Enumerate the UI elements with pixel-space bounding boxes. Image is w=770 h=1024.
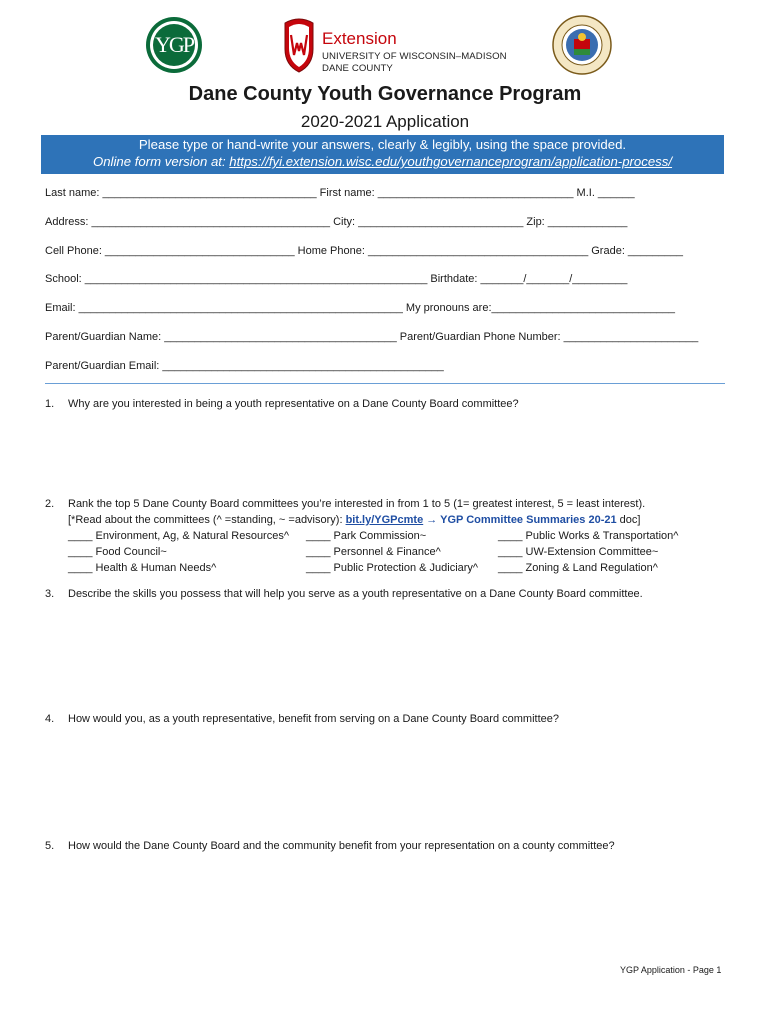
committee-summaries-doc: YGP Committee Summaries 20-21	[440, 514, 617, 526]
extension-county: DANE COUNTY	[322, 63, 393, 74]
address-fields-line[interactable]: Address: _______________________________________ City: ___________________________ Zip: _____________	[45, 216, 628, 228]
extension-wordmark: Extension	[322, 29, 397, 48]
q3-number: 3.	[45, 588, 55, 600]
committee-food-council[interactable]: ____ Food Council~	[68, 546, 167, 558]
instructions-banner	[41, 135, 724, 174]
extension-subtitle	[322, 51, 507, 75]
dane-county-seal-icon	[552, 15, 612, 75]
extension-university: UNIVERSITY OF WISCONSIN–MADISON	[322, 51, 507, 62]
banner-online-prefix: Online form version at:	[92, 154, 230, 169]
q4-number: 4.	[45, 713, 55, 725]
page-footer: YGP Application - Page 1	[620, 965, 722, 975]
q2-number: 2.	[45, 498, 55, 510]
arrow-icon: →	[423, 514, 441, 526]
q1-text: Why are you interested in being a youth representative on a Dane County Board committee?	[68, 398, 519, 410]
online-form-link[interactable]: https://fyi.extension.wisc.edu/youthgovernanceprogram/application-process/	[229, 154, 673, 169]
q1-number: 1.	[45, 398, 55, 410]
q5-number: 5.	[45, 840, 55, 852]
q2-text: Rank the top 5 Dane County Board committees you’re interested in from 1 to 5 (1= greatest interest, 5 = least interest).	[68, 498, 646, 510]
q5-text: How would the Dane County Board and the community benefit from your representation on a county committee?	[68, 840, 615, 852]
banner-instructions: Please type or hand-write your answers, clearly & legibly, using the space provided.	[138, 137, 627, 152]
page-subtitle: 2020-2021 Application	[300, 112, 470, 131]
committee-zoning[interactable]: ____ Zoning & Land Regulation^	[498, 562, 658, 574]
title-rest: County Youth Governance Program	[237, 83, 582, 105]
committee-public-protection[interactable]: ____ Public Protection & Judiciary^	[306, 562, 479, 574]
q2-note-prefix: [*Read about the committees (^ =standing, ~ =advisory):	[68, 514, 346, 526]
committees-link[interactable]: bit.ly/YGPcmte	[345, 514, 424, 526]
name-fields-line[interactable]: Last name: ___________________________________ First name: ________________________________ M.I. ______	[45, 187, 635, 199]
committee-public-works[interactable]: ____ Public Works & Transportation^	[498, 530, 679, 542]
q2-note-suffix: doc]	[616, 514, 641, 526]
committee-park[interactable]: ____ Park Commission~	[306, 530, 427, 542]
phone-fields-line[interactable]: Cell Phone: _______________________________ Home Phone: ____________________________________ Grade: _________	[45, 245, 683, 257]
email-fields-line[interactable]: Email: _____________________________________________________ My pronouns are:______________________________	[45, 302, 676, 314]
uw-crest-icon	[281, 15, 317, 73]
guardian-fields-line[interactable]: Parent/Guardian Name: ______________________________________ Parent/Guardian Phone Number: ______________________	[45, 331, 699, 343]
q2-note	[68, 514, 640, 526]
ygp-logo	[146, 17, 202, 73]
title-bold-part: Dane	[188, 83, 238, 105]
section-divider	[45, 383, 725, 384]
banner-online-line	[41, 154, 724, 169]
school-fields-line[interactable]: School: ________________________________________________________ Birthdate: _______/_______/_________	[45, 273, 628, 285]
guardian-email-line[interactable]: Parent/Guardian Email: ______________________________________________	[45, 360, 444, 372]
page-title	[0, 83, 770, 106]
committee-uw-extension[interactable]: ____ UW-Extension Committee~	[498, 546, 659, 558]
committee-personnel[interactable]: ____ Personnel & Finance^	[306, 546, 441, 558]
committee-environment[interactable]: ____ Environment, Ag, & Natural Resources^	[68, 530, 289, 542]
q4-text: How would you, as a youth representative, benefit from serving on a Dane County Board committee?	[68, 713, 559, 725]
committee-health[interactable]: ____ Health & Human Needs^	[68, 562, 217, 574]
q3-text: Describe the skills you possess that will help you serve as a youth representative on a Dane County Board committee.	[68, 588, 643, 600]
ygp-logo-letters: YGP	[153, 24, 195, 66]
